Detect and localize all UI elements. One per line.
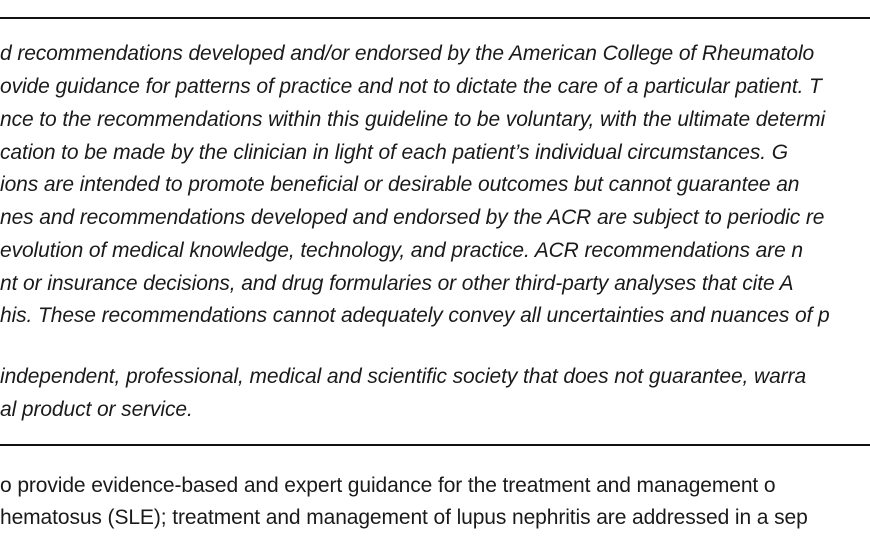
disclaimer-line: his. These recommendations cannot adequately convey all uncertainties and nuances of p <box>0 304 830 327</box>
disclaimer-line: ovide guidance for patterns of practice and not to dictate the care of a particular patient. T <box>0 75 822 98</box>
disclaimer-line: evolution of medical knowledge, technology, and practice. ACR recommendations are n <box>0 239 803 262</box>
disclaimer-line: nce to the recommendations within this guideline to be voluntary, with the ultimate determi <box>0 108 826 131</box>
disclaimer-line: d recommendations developed and/or endorsed by the American College of Rheumatolo <box>0 42 815 65</box>
body-line: o provide evidence-based and expert guidance for the treatment and management o <box>0 474 776 497</box>
disclaimer-line: nt or insurance decisions, and drug formularies or other third-party analyses that cite A <box>0 272 794 295</box>
disclaimer-line: al product or service. <box>0 398 193 421</box>
top-rule <box>0 17 870 19</box>
body-line: hematosus (SLE); treatment and management of lupus nephritis are addressed in a sep <box>0 506 808 529</box>
disclaimer-line: cation to be made by the clinician in light of each patient’s individual circumstances. G <box>0 141 788 164</box>
disclaimer-line: ions are intended to promote beneficial or desirable outcomes but cannot guarantee an <box>0 173 800 196</box>
bottom-rule <box>0 444 870 446</box>
disclaimer-line: nes and recommendations developed and endorsed by the ACR are subject to periodic re <box>0 206 825 229</box>
disclaimer-line: independent, professional, medical and scientific society that does not guarantee, warra <box>0 365 807 388</box>
